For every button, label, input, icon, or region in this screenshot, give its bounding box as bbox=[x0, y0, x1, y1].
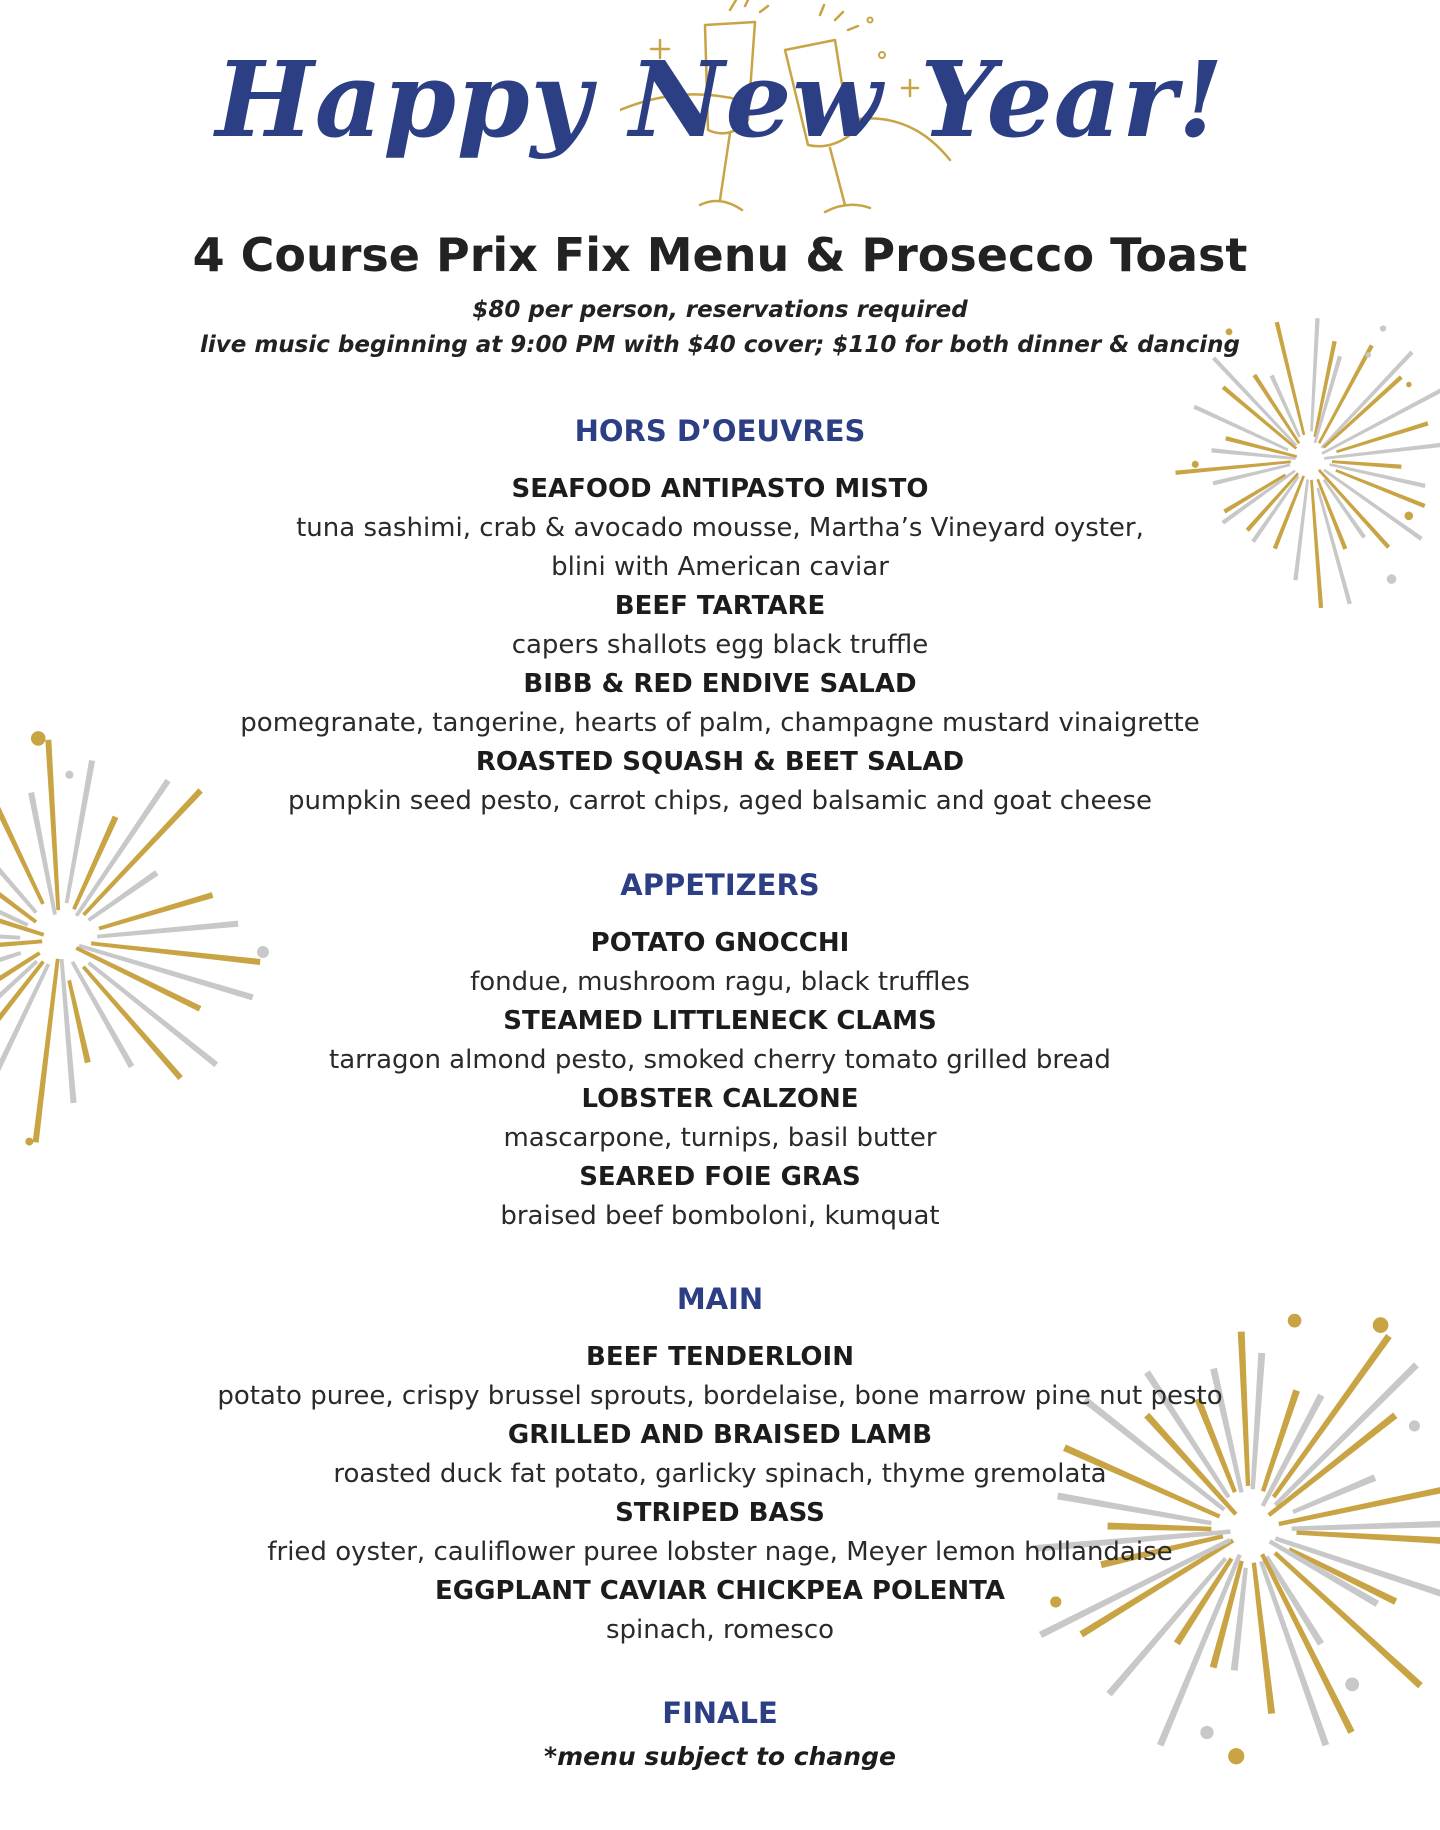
dish-description: capers shallots egg black truffle bbox=[511, 630, 929, 660]
dish-name: BIBB & RED ENDIVE SALAD bbox=[523, 669, 917, 699]
dish-name: STRIPED BASS bbox=[615, 1498, 825, 1528]
section-heading: MAIN bbox=[676, 1282, 764, 1316]
dish-description: tuna sashimi, crab & avocado mousse, Martha’s Vineyard oyster, bbox=[296, 513, 1144, 543]
dish-description: blini with American caviar bbox=[551, 552, 889, 582]
section-heading: HORS D’OEUVRES bbox=[574, 414, 866, 448]
dish-description: pumpkin seed pesto, carrot chips, aged balsamic and goat cheese bbox=[287, 786, 1153, 816]
firework-icon bbox=[1010, 1230, 1440, 1830]
section-heading: APPETIZERS bbox=[620, 868, 820, 902]
dish-description: pomegranate, tangerine, hearts of palm, champagne mustard vinaigrette bbox=[240, 708, 1200, 738]
dish-name: GRILLED AND BRAISED LAMB bbox=[507, 1420, 933, 1450]
dish-name: POTATO GNOCCHI bbox=[590, 928, 850, 958]
dish-name: ROASTED SQUASH & BEET SALAD bbox=[475, 747, 965, 777]
firework-dot bbox=[1345, 1677, 1359, 1691]
firework-dot bbox=[1373, 1317, 1389, 1333]
dish-name: BEEF TENDERLOIN bbox=[586, 1342, 854, 1372]
dish-name: LOBSTER CALZONE bbox=[581, 1084, 859, 1114]
dish-name: STEAMED LITTLENECK CLAMS bbox=[503, 1006, 937, 1036]
dish-name: SEARED FOIE GRAS bbox=[579, 1162, 861, 1192]
price-info: $80 per person, reservations required bbox=[472, 297, 968, 323]
firework-dot bbox=[1380, 325, 1386, 331]
firework-dot bbox=[1192, 461, 1199, 468]
dish-description: braised beef bomboloni, kumquat bbox=[500, 1201, 940, 1231]
firework-dot bbox=[1406, 382, 1412, 388]
footer-note: *menu subject to change bbox=[544, 1742, 896, 1771]
dish-description: tarragon almond pesto, smoked cherry tomato grilled bread bbox=[329, 1045, 1111, 1075]
dish-description: roasted duck fat potato, garlicky spinach, thyme gremolata bbox=[333, 1459, 1107, 1489]
section-heading: FINALE bbox=[662, 1696, 778, 1730]
dish-description: fondue, mushroom ragu, black truffles bbox=[470, 967, 970, 997]
music-info: live music beginning at 9:00 PM with $40 cover; $110 for both dinner & dancing bbox=[199, 332, 1241, 358]
dish-description: fried oyster, cauliflower puree lobster nage, Meyer lemon hollandaise bbox=[267, 1537, 1173, 1567]
menu-subtitle: 4 Course Prix Fix Menu & Prosecco Toast bbox=[192, 228, 1248, 282]
dish-description: spinach, romesco bbox=[605, 1615, 835, 1645]
page-title: Happy New Year! bbox=[215, 38, 1225, 161]
dish-name: BEEF TARTARE bbox=[614, 591, 826, 621]
dish-name: SEAFOOD ANTIPASTO MISTO bbox=[511, 474, 929, 504]
dish-name: EGGPLANT CAVIAR CHICKPEA POLENTA bbox=[435, 1576, 1005, 1606]
dish-description: mascarpone, turnips, basil butter bbox=[503, 1123, 937, 1153]
dish-description: potato puree, crispy brussel sprouts, bordelaise, bone marrow pine nut pesto bbox=[217, 1381, 1223, 1411]
